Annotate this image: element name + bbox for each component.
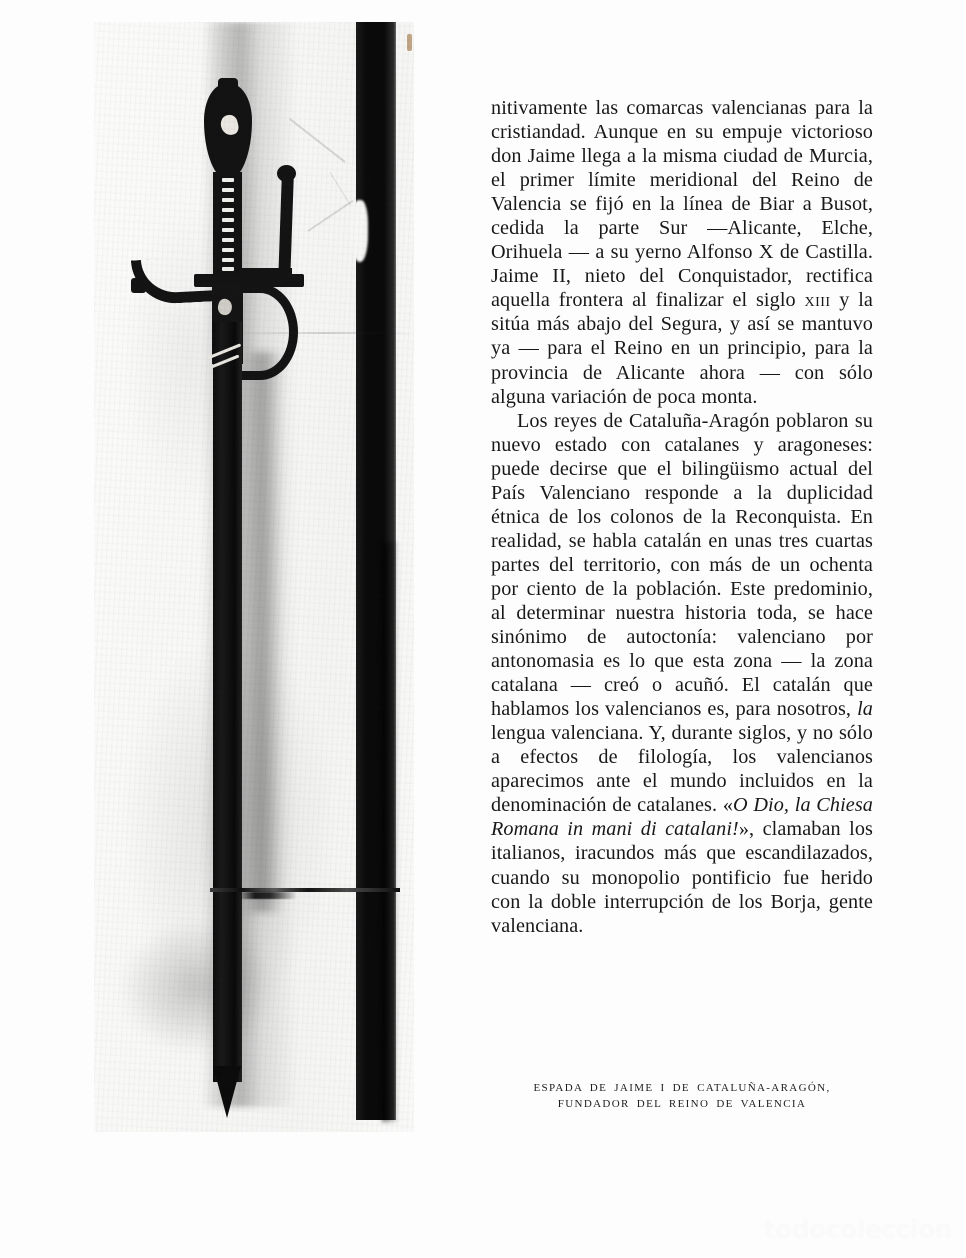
small-caps-run: xiii xyxy=(804,289,831,312)
sword-grip-rib-3 xyxy=(222,198,234,202)
text-run: lengua valenciana. Y, durante siglos, y no sólo a efectos de filología, los valencianos aparecimos ante el mundo incluidos en la denominación de catalanes. « xyxy=(491,722,873,817)
photo-mount-wire-upper xyxy=(236,332,414,334)
paragraph-1 xyxy=(491,96,873,409)
sword-grip-rib-7 xyxy=(222,238,234,242)
caption-line-2: FUNDADOR DEL REINO DE VALENCIA xyxy=(557,1098,807,1110)
photo-dark-column xyxy=(356,22,396,1120)
photo-floor-shadow xyxy=(100,902,275,1092)
caption-line-1: ESPADA DE JAIME I DE CATALUÑA-ARAGÓN, xyxy=(533,1082,831,1094)
photo-backdrop-shadow-secondary xyxy=(244,352,284,912)
body-text-column xyxy=(491,96,873,938)
sword-blade-tip xyxy=(213,1066,241,1118)
text-run: y la sitúa más abajo del Segura, y así se mantuvo ya — para el Reino en un principio, para la provincia de Alicante ahora — con sólo alguna variación de poca monta. xyxy=(491,289,873,408)
figure-caption xyxy=(491,1080,873,1112)
sword-grip-rib-1 xyxy=(222,178,234,182)
sword-grip-rib-4 xyxy=(222,208,234,212)
paragraph-2 xyxy=(491,409,873,938)
sword-photograph xyxy=(94,22,414,1132)
italic-run: la xyxy=(857,698,873,721)
sword-grip-rib-8 xyxy=(222,248,234,252)
backdrop-crack-2 xyxy=(308,200,354,231)
text-run: », clamaban los italianos, iracundos más que escandilazados, cuando su monopolio pontificio fue herido con la doble interrupción de los Borja, gente valenciana. xyxy=(491,818,874,937)
text-run: nitivamente las comarcas valencianas para la cristiandad. Aunque en su empuje victorioso don Jaime llega a la misma ciudad de Murcia, el primer límite meridional del Reino de Valencia se fijó en la línea de Biar a Busot, cedida la parte Sur —Alicante, Elche, Orihuela — a su yerno Alfonso X de Castilla. Jaime II, nieto del Conquistador, rectifica aquella frontera al finalizar el siglo xyxy=(491,97,873,312)
backdrop-crack-3 xyxy=(329,172,350,205)
photo-paper-speck xyxy=(407,34,412,51)
sword-grip-rib-6 xyxy=(222,228,234,232)
sword-grip-rib-5 xyxy=(222,218,234,222)
photo-column-notch xyxy=(350,200,368,262)
photo-mount-wire-shadow xyxy=(237,892,297,899)
sword-grip-rib-2 xyxy=(222,188,234,192)
italic-run: O Dio, la Chiesa Romana in mani di catalani! xyxy=(491,794,873,841)
site-watermark: todocoleccion xyxy=(763,1215,952,1244)
sword-blade xyxy=(213,322,242,1082)
text-run: Los reyes de Cataluña-Aragón poblaron su nuevo estado con catalanes y aragoneses: puede decirse que el bilingüismo actual del País Valenciano responde a la duplicidad étnica de los colonos de la Reconquista. En realidad, se habla catalán en unas tres cuartas partes del territorio, con más de un ochenta por ciento de la población. Este predominio, al determinar nuestra historia toda, se hace sinónimo de autoctonía: valenciano por antonomasia es lo que esta zona — la zona catalana — creó o acuñó. El catalán que hablamos los valencianos es, para nosotros, xyxy=(491,409,873,721)
sword-quillon-left-tip xyxy=(131,278,146,293)
